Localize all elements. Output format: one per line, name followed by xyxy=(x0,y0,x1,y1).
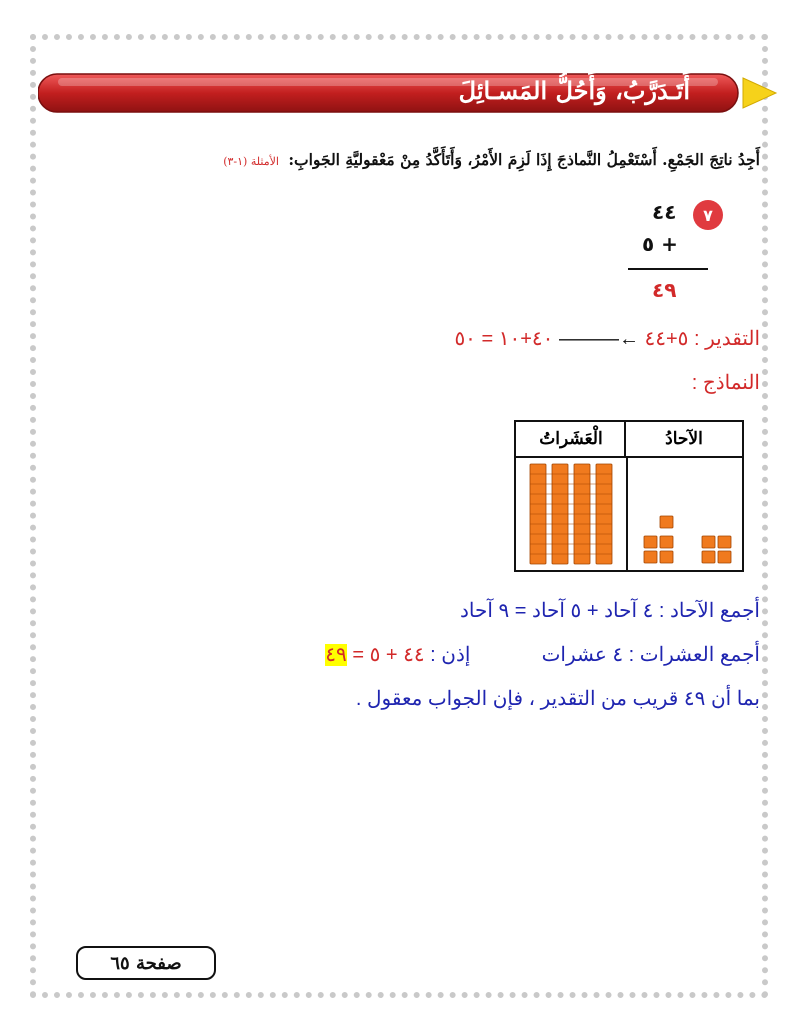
therefore-label: إذن : xyxy=(430,644,471,666)
yellow-arrow-icon xyxy=(743,78,776,108)
tens-header: الْعَشَراتُ xyxy=(516,422,626,458)
conclusion-line: بما أن ٤٩ قريب من التقدير ، فإن الجواب معقول . xyxy=(355,688,760,710)
tens-sum-text: أجمع العشرات : ٤ عشرات xyxy=(541,644,760,666)
base-ten-blocks xyxy=(516,458,742,572)
estimate-result: ٤٠+١٠ = ٥٠ xyxy=(454,328,554,350)
estimate-expr: ٥+٤٤ xyxy=(644,328,689,350)
ones-sum-line: أجمع الآحاد : ٤ آحاد + ٥ آحاد = ٩ آحاد xyxy=(460,600,760,622)
therefore-result: ٤٩ xyxy=(325,644,347,666)
sum-answer: ٤٩ xyxy=(652,278,677,302)
instruction xyxy=(223,150,760,169)
page-number-tag: صفحة ٦٥ xyxy=(76,946,216,980)
addend-2: ٥ + xyxy=(642,232,678,256)
estimate-line xyxy=(454,326,760,351)
place-value-table xyxy=(514,420,744,572)
arrow-left-icon: ←——— xyxy=(558,328,639,350)
ones-header: الآحادُ xyxy=(624,422,742,458)
models-label: النماذج : xyxy=(691,372,760,394)
question-number-badge: ٧ xyxy=(693,200,723,230)
tens-sum-line xyxy=(325,642,760,667)
sum-line xyxy=(628,268,708,270)
therefore-expr: ٤٤ + ٥ = xyxy=(352,644,425,666)
instruction-text: أَجِدُ ناتِجَ الجَمْعِ. أَسْتَعْمِلُ النَّماذجَ إِذَا لَزِمَ الأَمْرُ، وَأَتَأَكَّدُ مِنْ مَعْقوليَّةِ الجَوابِ: xyxy=(288,150,760,169)
estimate-label: التقدير : xyxy=(693,328,760,350)
banner-title: أَتَـدَرَّبُ، وَأَحُلُّ المَسـائِلَ xyxy=(458,76,690,105)
examples-reference: الأمثلة (١-٣) xyxy=(223,155,279,168)
ones-cubes xyxy=(644,516,731,563)
addend-1: ٤٤ xyxy=(652,200,677,224)
